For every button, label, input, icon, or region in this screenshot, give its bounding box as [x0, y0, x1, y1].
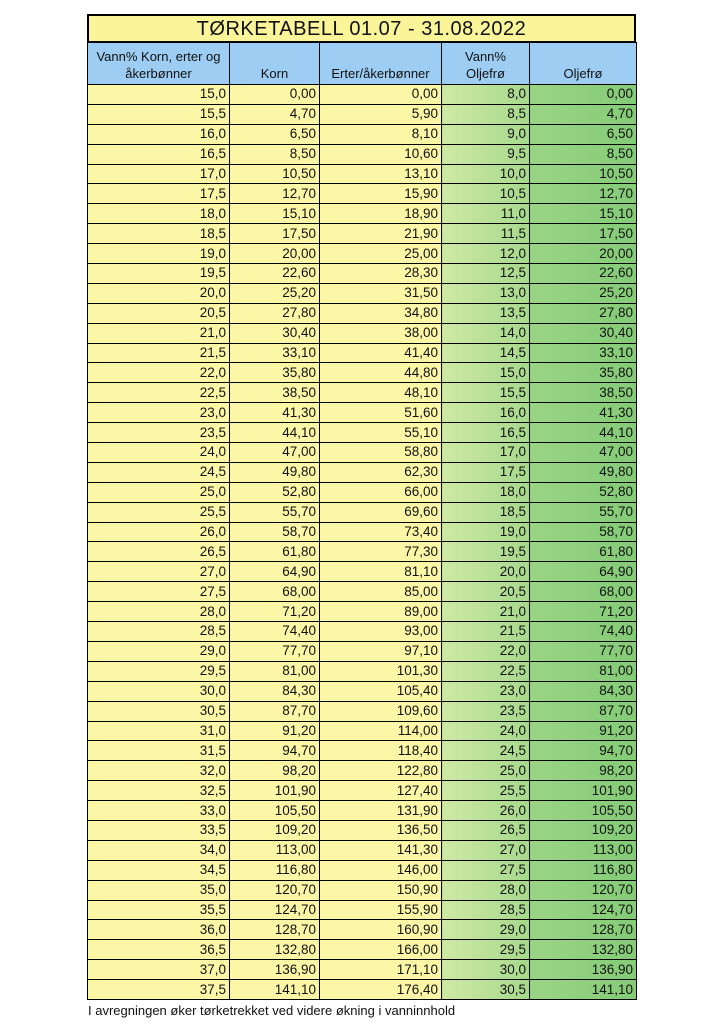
cell-grain: 4,70	[230, 104, 320, 124]
cell-grain: 91,20	[230, 721, 320, 741]
cell-water-grain: 17,5	[88, 184, 230, 204]
cell-grain: 10,50	[230, 164, 320, 184]
cell-peas-beans: 176,40	[320, 980, 442, 1000]
cell-peas-beans: 171,10	[320, 960, 442, 980]
cell-water-grain: 15,0	[88, 85, 230, 105]
cell-water-oilseed: 16,5	[442, 423, 530, 443]
cell-water-oilseed: 23,5	[442, 701, 530, 721]
cell-oilseed: 6,50	[530, 124, 637, 144]
cell-water-oilseed: 22,5	[442, 661, 530, 681]
cell-water-oilseed: 30,0	[442, 960, 530, 980]
cell-water-grain: 20,0	[88, 283, 230, 303]
cell-water-oilseed: 26,0	[442, 801, 530, 821]
cell-peas-beans: 38,00	[320, 323, 442, 343]
cell-grain: 25,20	[230, 283, 320, 303]
table-row	[88, 622, 637, 642]
cell-oilseed: 105,50	[530, 801, 637, 821]
cell-water-oilseed: 21,0	[442, 602, 530, 622]
cell-water-oilseed: 16,0	[442, 403, 530, 423]
cell-peas-beans: 5,90	[320, 104, 442, 124]
cell-water-grain: 27,0	[88, 562, 230, 582]
cell-grain: 136,90	[230, 960, 320, 980]
table-row	[88, 184, 637, 204]
cell-water-oilseed: 17,0	[442, 443, 530, 463]
cell-peas-beans: 97,10	[320, 641, 442, 661]
table-row	[88, 323, 637, 343]
cell-water-grain: 32,5	[88, 781, 230, 801]
cell-oilseed: 27,80	[530, 303, 637, 323]
cell-grain: 84,30	[230, 681, 320, 701]
cell-oilseed: 136,90	[530, 960, 637, 980]
cell-grain: 113,00	[230, 840, 320, 860]
cell-peas-beans: 146,00	[320, 860, 442, 880]
cell-peas-beans: 55,10	[320, 423, 442, 443]
cell-peas-beans: 18,90	[320, 204, 442, 224]
cell-grain: 87,70	[230, 701, 320, 721]
cell-grain: 17,50	[230, 224, 320, 244]
cell-water-oilseed: 28,0	[442, 880, 530, 900]
table-row	[88, 701, 637, 721]
cell-oilseed: 124,70	[530, 900, 637, 920]
cell-grain: 20,00	[230, 244, 320, 264]
cell-peas-beans: 31,50	[320, 283, 442, 303]
cell-grain: 47,00	[230, 443, 320, 463]
cell-water-oilseed: 27,0	[442, 840, 530, 860]
cell-water-grain: 30,5	[88, 701, 230, 721]
cell-grain: 109,20	[230, 820, 320, 840]
table-row	[88, 920, 637, 940]
cell-water-oilseed: 25,0	[442, 761, 530, 781]
table-row	[88, 582, 637, 602]
table-row	[88, 164, 637, 184]
cell-peas-beans: 109,60	[320, 701, 442, 721]
cell-grain: 71,20	[230, 602, 320, 622]
header-oilseed: Oljefrø	[530, 43, 637, 85]
cell-peas-beans: 28,30	[320, 264, 442, 284]
cell-peas-beans: 93,00	[320, 622, 442, 642]
cell-water-grain: 25,5	[88, 502, 230, 522]
cell-water-grain: 23,0	[88, 403, 230, 423]
cell-water-grain: 25,0	[88, 482, 230, 502]
cell-water-grain: 21,0	[88, 323, 230, 343]
table-row	[88, 423, 637, 443]
cell-oilseed: 33,10	[530, 343, 637, 363]
cell-water-oilseed: 8,5	[442, 104, 530, 124]
cell-water-oilseed: 18,5	[442, 502, 530, 522]
cell-grain: 120,70	[230, 880, 320, 900]
cell-peas-beans: 41,40	[320, 343, 442, 363]
cell-water-oilseed: 17,5	[442, 462, 530, 482]
cell-oilseed: 71,20	[530, 602, 637, 622]
cell-oilseed: 30,40	[530, 323, 637, 343]
cell-peas-beans: 155,90	[320, 900, 442, 920]
cell-peas-beans: 48,10	[320, 383, 442, 403]
cell-oilseed: 58,70	[530, 522, 637, 542]
cell-water-grain: 35,0	[88, 880, 230, 900]
cell-oilseed: 10,50	[530, 164, 637, 184]
table-row	[88, 303, 637, 323]
cell-water-oilseed: 24,5	[442, 741, 530, 761]
cell-oilseed: 141,10	[530, 980, 637, 1000]
cell-oilseed: 101,90	[530, 781, 637, 801]
table-row	[88, 801, 637, 821]
cell-water-grain: 37,0	[88, 960, 230, 980]
cell-water-grain: 31,0	[88, 721, 230, 741]
cell-peas-beans: 136,50	[320, 820, 442, 840]
table-row	[88, 502, 637, 522]
cell-grain: 141,10	[230, 980, 320, 1000]
cell-oilseed: 68,00	[530, 582, 637, 602]
cell-oilseed: 87,70	[530, 701, 637, 721]
table-row	[88, 661, 637, 681]
cell-water-oilseed: 20,0	[442, 562, 530, 582]
cell-water-grain: 36,5	[88, 940, 230, 960]
cell-water-oilseed: 21,5	[442, 622, 530, 642]
cell-grain: 101,90	[230, 781, 320, 801]
table-body	[88, 85, 637, 1000]
cell-grain: 105,50	[230, 801, 320, 821]
cell-peas-beans: 66,00	[320, 482, 442, 502]
cell-water-grain: 17,0	[88, 164, 230, 184]
cell-oilseed: 74,40	[530, 622, 637, 642]
cell-peas-beans: 122,80	[320, 761, 442, 781]
table-row	[88, 761, 637, 781]
cell-oilseed: 52,80	[530, 482, 637, 502]
cell-grain: 52,80	[230, 482, 320, 502]
table-row	[88, 224, 637, 244]
cell-water-grain: 29,0	[88, 641, 230, 661]
cell-water-grain: 34,0	[88, 840, 230, 860]
cell-peas-beans: 77,30	[320, 542, 442, 562]
cell-grain: 116,80	[230, 860, 320, 880]
cell-oilseed: 64,90	[530, 562, 637, 582]
cell-water-oilseed: 10,5	[442, 184, 530, 204]
cell-peas-beans: 85,00	[320, 582, 442, 602]
cell-oilseed: 25,20	[530, 283, 637, 303]
cell-water-grain: 20,5	[88, 303, 230, 323]
table-row	[88, 85, 637, 105]
cell-grain: 81,00	[230, 661, 320, 681]
cell-water-oilseed: 15,5	[442, 383, 530, 403]
drying-table	[87, 42, 637, 1000]
cell-grain: 94,70	[230, 741, 320, 761]
cell-grain: 124,70	[230, 900, 320, 920]
cell-oilseed: 38,50	[530, 383, 637, 403]
cell-oilseed: 8,50	[530, 144, 637, 164]
cell-oilseed: 41,30	[530, 403, 637, 423]
cell-water-oilseed: 11,0	[442, 204, 530, 224]
cell-peas-beans: 34,80	[320, 303, 442, 323]
cell-grain: 8,50	[230, 144, 320, 164]
cell-oilseed: 77,70	[530, 641, 637, 661]
cell-oilseed: 109,20	[530, 820, 637, 840]
cell-water-oilseed: 14,5	[442, 343, 530, 363]
cell-water-grain: 18,0	[88, 204, 230, 224]
cell-grain: 49,80	[230, 462, 320, 482]
cell-water-grain: 31,5	[88, 741, 230, 761]
cell-peas-beans: 10,60	[320, 144, 442, 164]
cell-water-oilseed: 11,5	[442, 224, 530, 244]
cell-oilseed: 116,80	[530, 860, 637, 880]
cell-water-grain: 19,0	[88, 244, 230, 264]
cell-water-oilseed: 29,0	[442, 920, 530, 940]
cell-water-grain: 24,5	[88, 462, 230, 482]
cell-water-oilseed: 20,5	[442, 582, 530, 602]
cell-grain: 77,70	[230, 641, 320, 661]
table-row	[88, 960, 637, 980]
cell-water-grain: 26,5	[88, 542, 230, 562]
cell-oilseed: 98,20	[530, 761, 637, 781]
cell-grain: 44,10	[230, 423, 320, 443]
cell-water-oilseed: 18,0	[442, 482, 530, 502]
table-row	[88, 144, 637, 164]
table-title: TØRKETABELL 01.07 - 31.08.2022	[87, 14, 636, 43]
table-row	[88, 462, 637, 482]
cell-water-grain: 36,0	[88, 920, 230, 940]
cell-oilseed: 91,20	[530, 721, 637, 741]
cell-water-grain: 16,5	[88, 144, 230, 164]
cell-oilseed: 128,70	[530, 920, 637, 940]
cell-water-grain: 32,0	[88, 761, 230, 781]
header-grain: Korn	[230, 43, 320, 85]
table-row	[88, 781, 637, 801]
cell-oilseed: 12,70	[530, 184, 637, 204]
cell-water-oilseed: 22,0	[442, 641, 530, 661]
cell-water-oilseed: 13,5	[442, 303, 530, 323]
table-row	[88, 283, 637, 303]
cell-peas-beans: 13,10	[320, 164, 442, 184]
cell-peas-beans: 131,90	[320, 801, 442, 821]
cell-oilseed: 0,00	[530, 85, 637, 105]
cell-grain: 68,00	[230, 582, 320, 602]
cell-peas-beans: 8,10	[320, 124, 442, 144]
cell-peas-beans: 150,90	[320, 880, 442, 900]
cell-water-oilseed: 25,5	[442, 781, 530, 801]
cell-water-oilseed: 24,0	[442, 721, 530, 741]
cell-oilseed: 81,00	[530, 661, 637, 681]
cell-water-grain: 16,0	[88, 124, 230, 144]
cell-grain: 128,70	[230, 920, 320, 940]
table-row	[88, 104, 637, 124]
cell-oilseed: 49,80	[530, 462, 637, 482]
header-col1-line1: Vann% Korn, erter og	[96, 49, 221, 64]
table-row	[88, 124, 637, 144]
cell-water-grain: 18,5	[88, 224, 230, 244]
table-row	[88, 741, 637, 761]
table-row	[88, 641, 637, 661]
cell-water-oilseed: 29,5	[442, 940, 530, 960]
footnote: I avregningen øker tørketrekket ved videre økning i vanninnhold	[88, 1003, 456, 1018]
header-water-percent-oilseed	[442, 43, 530, 85]
cell-water-grain: 22,0	[88, 363, 230, 383]
table-row	[88, 343, 637, 363]
cell-water-oilseed: 12,0	[442, 244, 530, 264]
cell-peas-beans: 160,90	[320, 920, 442, 940]
cell-water-grain: 27,5	[88, 582, 230, 602]
cell-oilseed: 17,50	[530, 224, 637, 244]
cell-oilseed: 22,60	[530, 264, 637, 284]
cell-grain: 33,10	[230, 343, 320, 363]
cell-oilseed: 44,10	[530, 423, 637, 443]
cell-water-grain: 28,5	[88, 622, 230, 642]
cell-grain: 98,20	[230, 761, 320, 781]
cell-water-oilseed: 15,0	[442, 363, 530, 383]
cell-grain: 64,90	[230, 562, 320, 582]
cell-peas-beans: 21,90	[320, 224, 442, 244]
cell-water-oilseed: 9,0	[442, 124, 530, 144]
table-row	[88, 820, 637, 840]
table-row	[88, 204, 637, 224]
header-col4-line2: Oljefrø	[466, 66, 505, 81]
table-row	[88, 681, 637, 701]
cell-oilseed: 15,10	[530, 204, 637, 224]
cell-oilseed: 55,70	[530, 502, 637, 522]
cell-water-grain: 34,5	[88, 860, 230, 880]
header-water-percent-grain	[88, 43, 230, 85]
cell-grain: 41,30	[230, 403, 320, 423]
cell-water-grain: 26,0	[88, 522, 230, 542]
cell-grain: 6,50	[230, 124, 320, 144]
cell-water-oilseed: 14,0	[442, 323, 530, 343]
cell-water-oilseed: 10,0	[442, 164, 530, 184]
table-row	[88, 880, 637, 900]
cell-peas-beans: 0,00	[320, 85, 442, 105]
cell-water-grain: 30,0	[88, 681, 230, 701]
header-peas-beans: Erter/åkerbønner	[320, 43, 442, 85]
cell-grain: 12,70	[230, 184, 320, 204]
table-row	[88, 840, 637, 860]
cell-grain: 35,80	[230, 363, 320, 383]
cell-grain: 58,70	[230, 522, 320, 542]
cell-water-oilseed: 19,5	[442, 542, 530, 562]
cell-oilseed: 94,70	[530, 741, 637, 761]
cell-water-grain: 33,0	[88, 801, 230, 821]
cell-water-grain: 15,5	[88, 104, 230, 124]
cell-peas-beans: 51,60	[320, 403, 442, 423]
header-col4-line1: Vann%	[465, 49, 506, 64]
cell-oilseed: 47,00	[530, 443, 637, 463]
cell-oilseed: 20,00	[530, 244, 637, 264]
cell-peas-beans: 105,40	[320, 681, 442, 701]
cell-oilseed: 35,80	[530, 363, 637, 383]
table-row	[88, 264, 637, 284]
table-row	[88, 383, 637, 403]
cell-water-oilseed: 23,0	[442, 681, 530, 701]
cell-water-grain: 23,5	[88, 423, 230, 443]
table-row	[88, 363, 637, 383]
cell-oilseed: 113,00	[530, 840, 637, 860]
cell-peas-beans: 141,30	[320, 840, 442, 860]
cell-peas-beans: 118,40	[320, 741, 442, 761]
cell-water-grain: 19,5	[88, 264, 230, 284]
cell-grain: 61,80	[230, 542, 320, 562]
cell-peas-beans: 69,60	[320, 502, 442, 522]
cell-grain: 74,40	[230, 622, 320, 642]
cell-oilseed: 61,80	[530, 542, 637, 562]
cell-peas-beans: 114,00	[320, 721, 442, 741]
cell-oilseed: 120,70	[530, 880, 637, 900]
cell-water-oilseed: 13,0	[442, 283, 530, 303]
table-row	[88, 860, 637, 880]
cell-peas-beans: 25,00	[320, 244, 442, 264]
cell-grain: 0,00	[230, 85, 320, 105]
header-row	[88, 43, 637, 85]
cell-grain: 22,60	[230, 264, 320, 284]
table-row	[88, 482, 637, 502]
table-row	[88, 562, 637, 582]
cell-water-oilseed: 30,5	[442, 980, 530, 1000]
cell-water-grain: 35,5	[88, 900, 230, 920]
header-col1-line2: åkerbønner	[125, 66, 192, 81]
cell-water-oilseed: 27,5	[442, 860, 530, 880]
cell-oilseed: 84,30	[530, 681, 637, 701]
table-row	[88, 602, 637, 622]
cell-oilseed: 132,80	[530, 940, 637, 960]
cell-water-oilseed: 19,0	[442, 522, 530, 542]
cell-water-grain: 33,5	[88, 820, 230, 840]
cell-water-oilseed: 9,5	[442, 144, 530, 164]
cell-water-oilseed: 8,0	[442, 85, 530, 105]
cell-water-grain: 21,5	[88, 343, 230, 363]
cell-water-grain: 24,0	[88, 443, 230, 463]
cell-peas-beans: 44,80	[320, 363, 442, 383]
cell-grain: 30,40	[230, 323, 320, 343]
cell-water-grain: 22,5	[88, 383, 230, 403]
cell-grain: 55,70	[230, 502, 320, 522]
table-row	[88, 244, 637, 264]
cell-oilseed: 4,70	[530, 104, 637, 124]
table-row	[88, 443, 637, 463]
table-row	[88, 522, 637, 542]
cell-peas-beans: 73,40	[320, 522, 442, 542]
cell-water-oilseed: 28,5	[442, 900, 530, 920]
cell-water-oilseed: 12,5	[442, 264, 530, 284]
drying-table-sheet	[87, 14, 636, 1000]
cell-peas-beans: 62,30	[320, 462, 442, 482]
table-row	[88, 403, 637, 423]
cell-peas-beans: 89,00	[320, 602, 442, 622]
cell-grain: 38,50	[230, 383, 320, 403]
cell-peas-beans: 101,30	[320, 661, 442, 681]
cell-water-grain: 37,5	[88, 980, 230, 1000]
table-row	[88, 721, 637, 741]
cell-peas-beans: 58,80	[320, 443, 442, 463]
table-row	[88, 940, 637, 960]
cell-peas-beans: 15,90	[320, 184, 442, 204]
cell-grain: 15,10	[230, 204, 320, 224]
cell-water-oilseed: 26,5	[442, 820, 530, 840]
cell-peas-beans: 166,00	[320, 940, 442, 960]
cell-water-grain: 29,5	[88, 661, 230, 681]
table-row	[88, 980, 637, 1000]
cell-peas-beans: 81,10	[320, 562, 442, 582]
table-row	[88, 900, 637, 920]
table-row	[88, 542, 637, 562]
cell-water-grain: 28,0	[88, 602, 230, 622]
cell-grain: 27,80	[230, 303, 320, 323]
cell-grain: 132,80	[230, 940, 320, 960]
cell-peas-beans: 127,40	[320, 781, 442, 801]
